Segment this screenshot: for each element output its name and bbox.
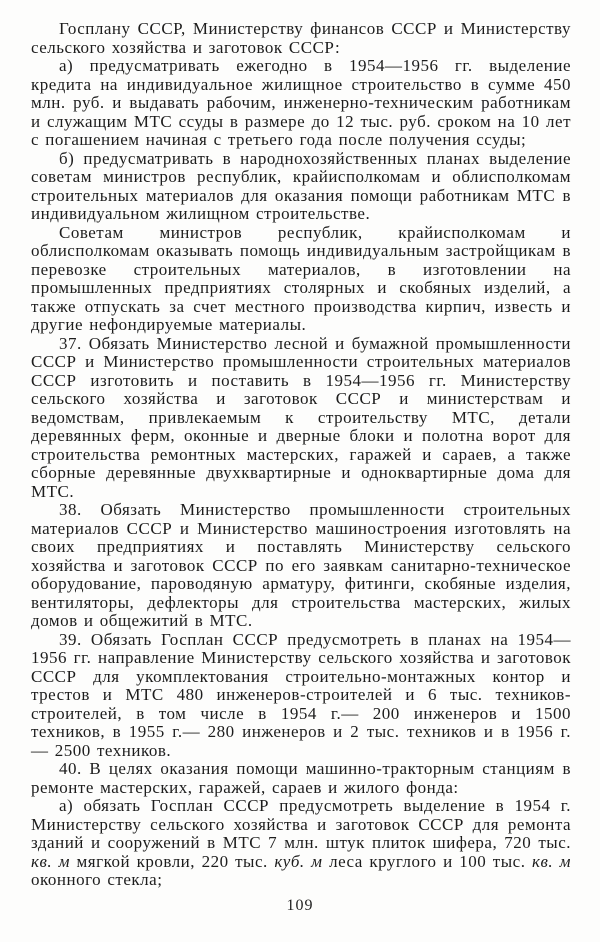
- paragraph-clause-38: [31, 501, 571, 631]
- paragraph-sovetam-ministrov: [31, 224, 571, 335]
- text-run: 37. Обязать Министерство лесной и бумажной промышленности СССР и Министерство промышленности строительных материалов СССР изготовить и поставить в 1954—1956 гг. Министерству сельского хозяйства и заготовок СССР и министерствам и ведомствам, привлекаемым к строительству МТС, детали деревянных ферм, оконные и дверные блоки и полотна ворот для строительства ремонтных мастерских, гаражей и сараев, а также сборные деревянные двухквартирные и одноквартирные дома для МТС.: [31, 333, 571, 501]
- text-run: а) предусматривать ежегодно в 1954—1956 гг. выделение кредита на индивидуальное жилищное строительство в сумме 450 млн. руб. и выдавать рабочим, инженерно-техническим работникам и служащим МТС ссуды в размере до 12 тыс. руб. сроком на 10 лет с погашением начиная с третьего года после получения ссуды;: [31, 56, 571, 149]
- text-run: а) обязать Госплан СССР предусмотреть выделение в 1954 г. Министерству сельского хозяйства и заготовок СССР для ремонта зданий и сооружений в МТС 7 млн. штук плиток шифера, 720 тыс.: [31, 796, 571, 852]
- paragraph-clause-39: [31, 631, 571, 761]
- text-run: мягкой кровли, 220 тыс.: [69, 851, 275, 871]
- unit-text-italic: кв. м: [31, 851, 70, 871]
- paragraph-item-b-plans: [31, 150, 571, 224]
- page-number: 109: [286, 897, 314, 914]
- text-run: 40. В целях оказания помощи машинно-тракторным станциям в ремонте мастерских, гаражей, сараев и жилого фонда:: [31, 759, 571, 797]
- text-run: б) предусматривать в народнохозяйственных планах выделение советам министров республик, крайисполкомам и облисполкомам строительных материалов для оказания помощи работникам МТС в индивидуальном жилищном строительстве.: [31, 148, 571, 223]
- paragraph-item-a-credit: [31, 57, 571, 150]
- text-run: Советам министров республик, крайисполкомам и облисполкомам оказывать помощь индивидуальным застройщикам в перевозке строительных материалов, в изготовлении на промышленных предприятиях столярных и скобяных изделий, а также отпускать за счет местного производства кирпич, известь и другие нефондируемые материалы.: [31, 222, 571, 334]
- text-run: 38. Обязать Министерство промышленности строительных материалов СССР и Министерство машиностроения изготовлять на своих предприятиях и поставлять Министерству сельского хозяйства и заготовок СССР по его заявкам санитарно-техническое оборудование, пароводяную арматуру, фитинги, скобяные изделия, вентиляторы, дефлекторы для строительства мастерских, жилых домов и общежитий в МТС.: [31, 500, 571, 630]
- unit-text-italic: кв. м: [532, 851, 571, 871]
- paragraph-intro-addressees: [31, 20, 571, 57]
- unit-text-italic: куб. м: [274, 851, 323, 871]
- text-block: [31, 20, 571, 890]
- paragraph-clause-37: [31, 335, 571, 502]
- text-run: Госплану СССР, Министерству финансов СССР и Министерству сельского хозяйства и заготовок СССР:: [31, 19, 571, 57]
- paragraph-clause-40-item-a: [31, 797, 571, 890]
- text-run: оконного стекла;: [31, 870, 163, 889]
- text-run: 39. Обязать Госплан СССР предусмотреть в планах на 1954—1956 гг. направление Министерству сельского хозяйства и заготовок СССР для укомплектования строительно-монтажных контор и трестов и МТС 480 инженеров-строителей и 6 тыс. техников-строителей, в том числе в 1954 г.— 200 инженеров и 1500 техников, в 1955 г.— 280 инженеров и 2 тыс. техников и в 1956 г.— 2500 техников.: [31, 629, 571, 760]
- paragraph-clause-40: [31, 760, 571, 797]
- text-run: леса круглого и 100 тыс.: [322, 851, 533, 871]
